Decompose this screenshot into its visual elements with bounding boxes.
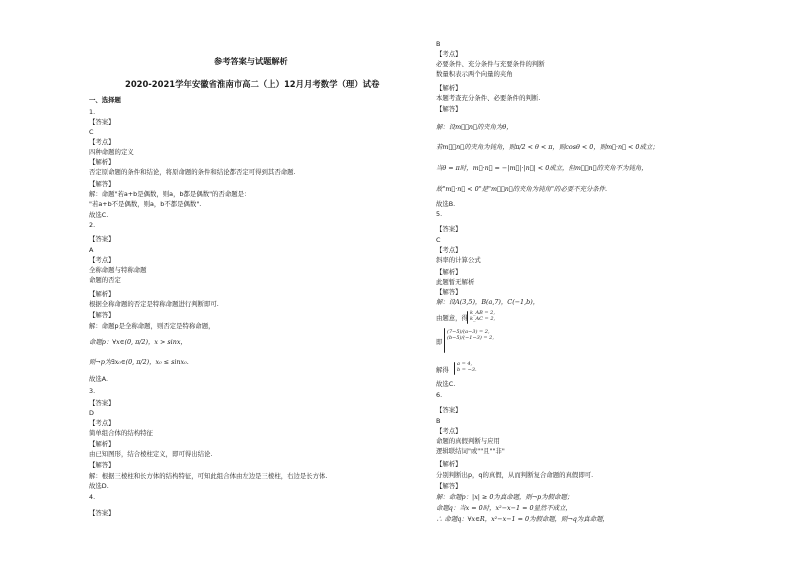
right-column xyxy=(436,0,766,562)
answer-value: B xyxy=(436,417,441,425)
topic-label: 【考点】 xyxy=(436,246,462,254)
analysis-label: 【解析】 xyxy=(436,460,462,468)
analysis-label: 【解析】 xyxy=(89,440,115,448)
analysis-text: 此题暂无解析 xyxy=(436,278,475,286)
topic-label: 【考点】 xyxy=(89,138,115,146)
analysis-text: 分别判断出p，q的真假，从而判断复合命题的真假即可. xyxy=(436,471,594,479)
solution-text: 解得 xyxy=(436,366,449,374)
answer-label: 【答案】 xyxy=(89,118,115,126)
final-choice: 故选B. xyxy=(436,200,456,208)
answer-label: 【答案】 xyxy=(89,509,115,517)
solution-label: 【解答】 xyxy=(89,311,115,319)
topic-label: 【考点】 xyxy=(436,50,462,58)
system-brace xyxy=(444,328,445,353)
solution-system xyxy=(457,362,477,373)
topic-label: 【考点】 xyxy=(436,427,462,435)
slope-system xyxy=(470,311,495,322)
answer-value: C xyxy=(89,128,94,136)
solution-text: 由题意，得 xyxy=(436,314,468,322)
topic-text: 必要条件、充分条件与充要条件的判断 xyxy=(436,60,545,68)
solution-text: 解：设m⃗，n⃗的夹角为θ， xyxy=(436,123,513,131)
analysis-text: 由已知图形，结合棱柱定义，即可得出结论. xyxy=(89,450,213,458)
topic-text: 四种命题的定义 xyxy=(89,148,134,156)
solution-text: 命题q：当x = 0时，x²−x−1 = 0显然不成立， xyxy=(436,504,572,512)
question-number: 3. xyxy=(89,387,96,395)
solution-text: 当θ = π时，m⃗·n⃗ = −|m⃗|·|n⃗| < 0成立，但m⃗，n⃗的夹角不为钝角， xyxy=(436,164,648,172)
exam-title: 2020-2021学年安徽省淮南市高二（上）12月月考数学（理）试卷 xyxy=(125,79,380,89)
solution-label: 【解答】 xyxy=(436,482,462,490)
topic-label: 【考点】 xyxy=(89,256,115,264)
analysis-label: 【解析】 xyxy=(436,268,462,276)
system-line: a = 4, xyxy=(457,361,473,367)
topic-text: 简单组合体的结构特征 xyxy=(89,429,153,437)
final-choice: 故选C. xyxy=(89,211,109,219)
answer-label: 【答案】 xyxy=(89,399,115,407)
system-brace xyxy=(467,311,468,324)
topic-text: 数量积表示两个向量的夹角 xyxy=(436,70,513,78)
analysis-text: 本题考查充分条件、必要条件的判断. xyxy=(436,94,541,102)
solution-text: "若a+b不是偶数，则a，b不都是偶数". xyxy=(89,200,202,208)
section-heading: 一、选择题 xyxy=(89,96,121,104)
question-number: 6. xyxy=(436,391,443,399)
final-choice: 故选C. xyxy=(436,380,456,388)
solution-label: 【解答】 xyxy=(436,288,462,296)
solution-text: 解：命题"若a+b是偶数，则a，b都是偶数"的否命题是： xyxy=(89,190,251,198)
analysis-label: 【解析】 xyxy=(436,84,462,92)
solution-formula: 则¬p为∃x₀∈(0, π/2)，x₀ ≤ sinx₀. xyxy=(89,358,189,366)
answer-value: D xyxy=(89,409,94,417)
solution-text: ∴ 命题q：∀x∈R，x²−x−1 = 0为假命题，则¬q为真命题， xyxy=(436,515,609,523)
solution-text: 若m⃗，n⃗的夹角为钝角，则π/2 < θ < π，则cosθ < 0，则m⃗·n⃗ < 0成立； xyxy=(436,143,659,151)
question-number: 5. xyxy=(436,210,443,218)
solution-text: 故"m⃗·n⃗ < 0"是"m⃗，n⃗的夹角为钝角"的必要不充分条件. xyxy=(436,185,608,193)
analysis-label: 【解析】 xyxy=(89,290,115,298)
topic-text: 全称命题与特称命题 xyxy=(89,266,147,274)
question-number: 2. xyxy=(89,221,96,229)
solution-text: 解：命题p是全称命题，则否定是特称命题， xyxy=(89,322,215,330)
question-number: 4. xyxy=(89,493,96,501)
final-choice: 故选D. xyxy=(89,482,109,490)
system-line: k_AC = 2, xyxy=(470,315,496,322)
answer-label: 【答案】 xyxy=(89,235,115,243)
solution-label: 【解答】 xyxy=(89,461,115,469)
fraction-system xyxy=(447,329,494,341)
analysis-label: 【解析】 xyxy=(89,158,115,166)
question-number: 1. xyxy=(89,108,96,116)
topic-text: 斜率的计算公式 xyxy=(436,256,481,264)
left-column xyxy=(89,0,424,562)
topic-label: 【考点】 xyxy=(89,419,115,427)
system-brace xyxy=(454,362,455,375)
system-line: (7−5)/(a−3) = 2, xyxy=(447,329,490,335)
final-choice: 故选A. xyxy=(89,375,109,383)
answer-value: A xyxy=(89,246,94,254)
answer-label: 【答案】 xyxy=(436,406,462,414)
solution-text: 解：命题p：|x| ≥ 0为真命题，则¬p为假命题； xyxy=(436,493,574,501)
topic-text: 命题的真假判断与应用 xyxy=(436,437,500,445)
system-line: k_AB = 2, xyxy=(470,310,495,316)
system-line: (b−5)/(−1−3) = 2, xyxy=(447,335,494,341)
page-heading: 参考答案与试题解析 xyxy=(214,56,288,66)
solution-label: 【解答】 xyxy=(89,180,115,188)
answer-value: B xyxy=(436,40,441,48)
topic-text: 命题的否定 xyxy=(89,276,121,284)
solution-text: 即 xyxy=(436,338,443,346)
solution-label: 【解答】 xyxy=(436,105,462,113)
answer-label: 【答案】 xyxy=(436,225,462,233)
solution-formula: 命题p：∀x∈(0, π/2)，x > sinx， xyxy=(89,338,187,346)
analysis-text: 否定原命题的条件和结论，将原命题的条件和结论都否定可得到其否命题. xyxy=(89,168,296,176)
system-line: b = −3. xyxy=(457,366,477,373)
analysis-text: 根据全称命题的否定是特称命题进行判断即可. xyxy=(89,300,219,308)
answer-value: C xyxy=(436,236,441,244)
topic-text: 逻辑联结词"或""且""非" xyxy=(436,447,505,455)
solution-text: 解：根据三棱柱和长方体的结构特征，可知此组合体由左边是三棱柱，右边是长方体. xyxy=(89,472,328,480)
solution-text: 解：设A(3,5)，B(a,7)，C(−1,b)， xyxy=(436,298,540,306)
